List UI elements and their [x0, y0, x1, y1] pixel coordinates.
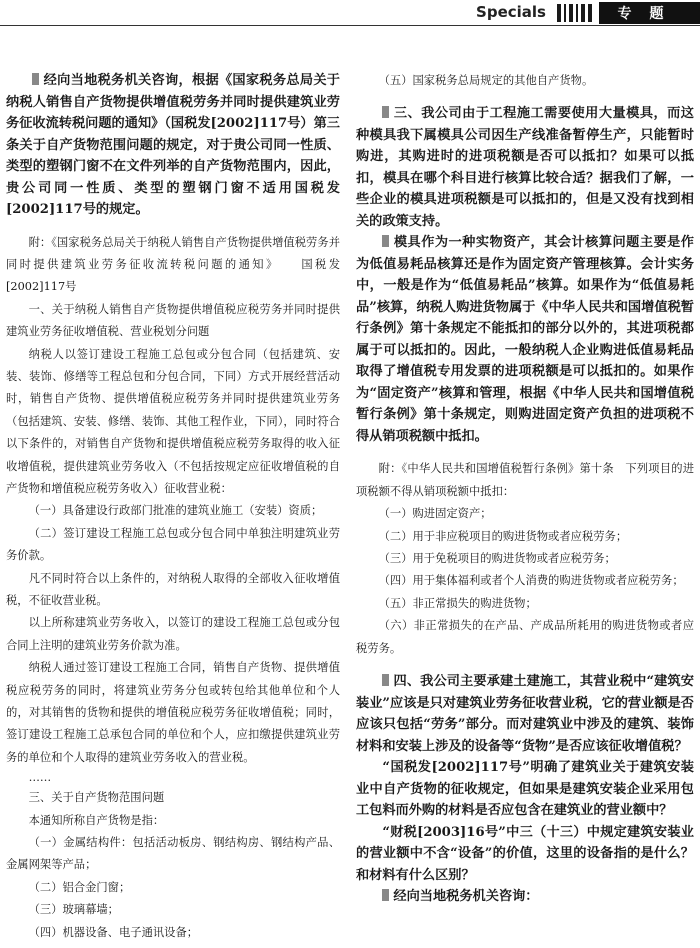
list-item: （二）用于非应税项目的购进货物或者应税劳务；: [378, 529, 628, 543]
left-column: [6, 70, 340, 944]
list-item: （三）用于免税项目的购进货物或者应税劳务；: [378, 552, 616, 566]
section-title: Specials: [476, 3, 546, 21]
paragraph-marker-icon: [32, 73, 39, 85]
list-item: （六）非正常损失的在产品、产成品所耗用的购进货物或者应税劳务。: [356, 619, 694, 655]
question-paragraph: 三、我公司由于工程施工需要使用大量模具，而这种模具我下属模具公司因生产线准备暂停生产，只能暂时购进，其购进时的进项税额是否可以抵扣？如果可以抵扣，模具在哪个科目进行核算比较合适？据我们了解，一些企业的模具进项税额是可以抵扣的，但是又没有找到相关的政策支持。: [356, 106, 694, 229]
body-paragraph: 凡不同时符合以上条件的，对纳税人取得的全部收入征收增值税，不征收营业税。: [6, 571, 340, 607]
barcode-decoration: [557, 4, 595, 22]
paragraph-marker-icon: [382, 889, 389, 901]
paragraph-marker-icon: [382, 674, 389, 686]
list-item: （一）具备建设行政部门批准的建筑业施工（安装）资质；: [28, 504, 323, 518]
list-item: （五）国家税务总局规定的其他自产货物。: [378, 74, 594, 87]
list-item: （一）金属结构件：包括活动板房、钢结构房、钢结构产品、金属网架等产品；: [6, 836, 340, 872]
body-paragraph: “财税[2003]16号”中三（十三）中规定建筑安装业的营业额中不含“设备”的价值，这里的设备指的是什么？和材料有什么区别？: [356, 824, 694, 883]
list-item: （五）非正常损失的购进货物；: [378, 596, 537, 610]
appendix-title: 附：《国家税务总局关于纳税人销售自产货物提供增值税劳务并同时提供建筑业劳务征收流转税问题的通知》 国税发[2002]117号: [6, 235, 340, 294]
question-paragraph: 四、我公司主要承建土建施工，其营业税中“建筑安装业”应该是只对建筑业劳务征收营业税，它的营业额是否应该只包括“劳务”部分。而对建筑业中涉及的建筑、装饰材料和安装上涉及的设备等“货物”是否应该征收增值税？: [356, 674, 694, 754]
right-column: [356, 70, 694, 908]
list-item: （二）签订建设工程施工总包或分包合同中单独注明建筑业劳务价款。: [6, 526, 340, 563]
list-item: （二）铝合金门窗；: [28, 880, 131, 894]
section-tab: 专题: [599, 2, 700, 24]
section-heading: 三、关于自产货物范围问题: [28, 791, 165, 805]
paragraph-marker-icon: [382, 235, 389, 247]
answer-paragraph: 经向当地税务机关咨询，根据《国家税务总局关于纳税人销售自产货物提供增值税劳务并同时提供建筑业劳务征收流转税问题的通知》（国税发[2002]117号）第三条关于自产货物范围问题的规定，对于贵公司同一性质、类型的塑钢门窗不在文件列举的自产货物范围内，因此，贵公司同一性质、类型的塑钢门窗不适用国税发[2002]117号的规定。: [6, 73, 340, 217]
section-heading: 一、关于纳税人销售自产货物提供增值税应税劳务并同时提供建筑业劳务征收增值税、营业税划分问题: [6, 302, 340, 339]
body-paragraph: 纳税人通过签订建设工程施工合同，销售自产货物、提供增值税应税劳务的同时，将建筑业劳务分包或转包给其他单位和个人的，对其销售的货物和提供的增值税应税劳务征收增值税；同时，签订建设工程施工总承包合同的单位和个人，应扣缴提供建筑业劳务的单位和个人取得的建筑业劳务收入的营业税。: [6, 661, 340, 764]
list-item: （四）机器设备、电子通讯设备；: [28, 925, 199, 939]
body-paragraph: 纳税人以签订建设工程施工总包或分包合同（包括建筑、安装、装饰、修缮等工程总包和分包合同，下同）方式开展经营活动时，销售自产货物、提供增值税应税劳务并同时提供建筑业劳务（包括建筑、安装、修缮、装饰、其他工程作业，下同），同时符合以下条件的，对销售自产货物和提供增值税应税劳务取得的收入征收增值税，提供建筑业劳务收入（不包括按规定应征收增值税的自产货物和增值税应税劳务收入）征收营业税：: [6, 347, 340, 495]
list-item: （四）用于集体福利或者个人消费的购进货物或者应税劳务；: [378, 574, 684, 588]
list-item: （三）玻璃幕墙；: [28, 903, 119, 917]
body-paragraph: 以上所称建筑业劳务收入，以签订的建设工程施工总包或分包合同上注明的建筑业劳务价款为准。: [6, 616, 340, 652]
ellipsis: ……: [28, 771, 52, 785]
paragraph-marker-icon: [382, 106, 389, 118]
body-paragraph: 本通知所称自产货物是指：: [28, 813, 165, 827]
answer-paragraph: 模具作为一种实物资产，其会计核算问题主要是作为低值易耗品核算还是作为固定资产管理核算。会计实务中，一般是作为“低值易耗品”核算。如果作为“低值易耗品”核算，纳税人购进货物属于《中华人民共和国增值税暂行条例》第十条规定不能抵扣的部分以外的，其进项税都属于可以抵扣的。因此，一般纳税人企业购进低值易耗品取得了增值税专用发票的进项税额是可以抵扣的。如果作为“固定资产”核算和管理，根据《中华人民共和国增值税暂行条例》第十条规定，则购进固定资产负担的进项税不得从销项税额中抵扣。: [356, 235, 694, 444]
page-header: [0, 0, 700, 26]
header-divider: [0, 25, 700, 26]
body-paragraph: “国税发[2002]117号”明确了建筑业关于建筑安装业中自产货物的征收规定，但如果是建筑安装企业采用包工包料而外购的材料是否应包含在建筑业的营业额中？: [356, 760, 694, 819]
answer-paragraph: 经向当地税务机关咨询：: [356, 886, 694, 908]
appendix-paragraph: 附：《中华人民共和国增值税暂行条例》第十条 下列项目的进项税额不得从销项税额中抵扣：: [356, 462, 694, 498]
list-item: （一）购进固定资产；: [378, 507, 492, 521]
